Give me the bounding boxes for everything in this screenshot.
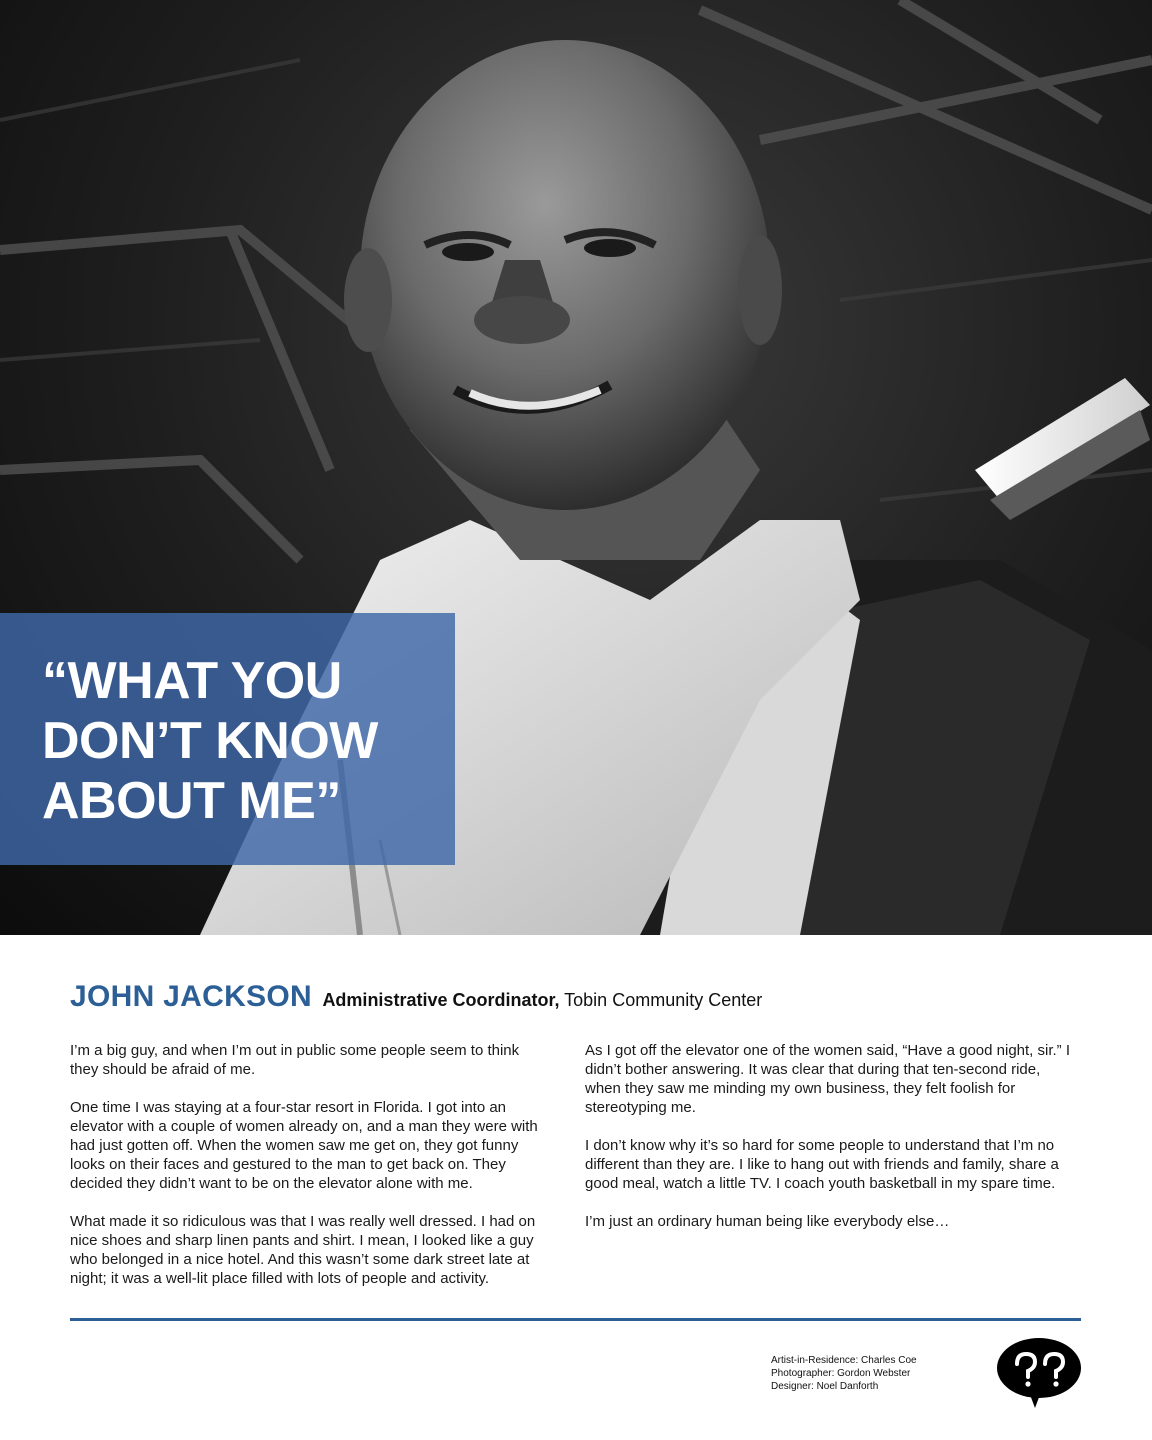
story-column-left	[70, 1041, 548, 1307]
byline	[70, 980, 1090, 1014]
footer-divider	[70, 1318, 1081, 1321]
credit-photographer: Photographer: Gordon Webster	[771, 1368, 911, 1379]
paragraph: I’m just an ordinary human being like everybody else…	[585, 1213, 950, 1230]
paragraph: I’m a big guy, and when I’m out in public some people seem to think they should be afraid of me.	[70, 1042, 520, 1078]
paragraph: As I got off the elevator one of the women said, “Have a good night, sir.” I didn’t bother answering. It was clear that during that ten-second ride, when they saw me minding my own business, they felt foolish for stereotyping me.	[585, 1042, 1071, 1116]
story-column-right	[585, 1041, 1077, 1250]
person-name: JOHN JACKSON	[70, 980, 312, 1013]
paragraph: I don’t know why it’s so hard for some people to understand that I’m no different than they are. I like to hang out with friends and family, share a good meal, watch a little TV. I coach youth basketball in my spare time.	[585, 1137, 1059, 1192]
head	[360, 40, 770, 510]
headline-quote-box	[0, 613, 455, 865]
headline-quote: “WHAT YOU DON’T KNOW ABOUT ME”	[42, 652, 378, 830]
person-organization: Tobin Community Center	[559, 990, 763, 1010]
credit-artist: Artist-in-Residence: Charles Coe	[771, 1355, 917, 1366]
credit-designer: Designer: Noel Danforth	[771, 1381, 879, 1392]
paragraph: One time I was staying at a four-star resort in Florida. I got into an elevator with a couple of women already on, and a man they were with had just gotten off. When the women saw me get on, they got funny looks on their faces and gestured to the man to get back on. They decided they didn’t want to be on the elevator alone with me.	[70, 1099, 538, 1192]
paragraph: What made it so ridiculous was that I was really well dressed. I had on nice shoes and sharp linen pants and shirt. I mean, I looked like a guy who belonged in a nice hotel. And this wasn’t some dark street late at night; it was a well-lit place filled with lots of people and activity.	[70, 1213, 536, 1287]
person-role: Administrative Coordinator,	[322, 990, 560, 1010]
credits	[771, 1354, 917, 1393]
speech-bubble-question-logo-icon	[995, 1336, 1083, 1408]
